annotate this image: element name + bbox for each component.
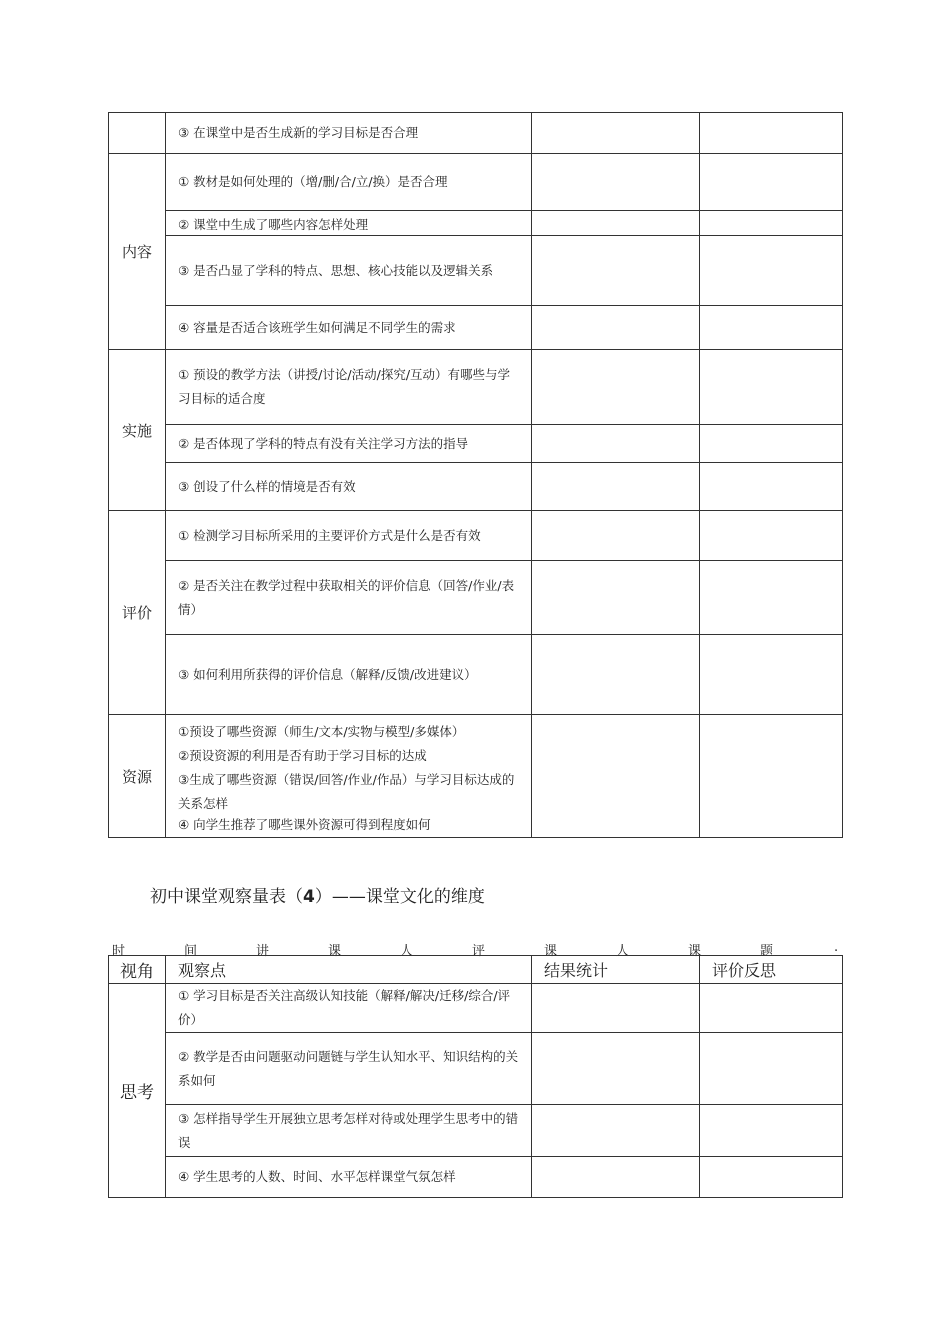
meta-char: 评 — [472, 944, 486, 959]
observation-table-2 — [108, 955, 843, 1198]
header-result: 结果统计 — [532, 956, 700, 984]
observation-point: ③ 如何利用所获得的评价信息（解释/反馈/改进建议） — [166, 635, 532, 715]
reflection-cell[interactable] — [700, 463, 843, 511]
result-cell[interactable] — [532, 715, 700, 838]
observation-point: ③ 怎样指导学生开展独立思考怎样对待或处理学生思考中的错误 — [166, 1105, 532, 1157]
result-cell[interactable] — [532, 561, 700, 635]
observation-point: ④ 学生思考的人数、时间、水平怎样课堂气氛怎样 — [166, 1157, 532, 1198]
observation-point: ④ 容量是否适合该班学生如何满足不同学生的需求 — [166, 306, 532, 350]
observation-point: ② 是否体现了学科的特点有没有关注学习方法的指导 — [166, 425, 532, 463]
meta-line — [108, 940, 842, 959]
observation-table-1 — [108, 112, 843, 838]
dimension-evaluation: 评价 — [109, 511, 166, 715]
reflection-cell[interactable] — [700, 154, 843, 211]
reflection-cell[interactable] — [700, 306, 843, 350]
reflection-cell[interactable] — [700, 984, 843, 1033]
result-cell[interactable] — [532, 425, 700, 463]
meta-char: 课 — [544, 944, 558, 959]
header-reflection: 评价反思 — [700, 956, 843, 984]
meta-char: . — [834, 940, 839, 955]
meta-char: 讲 — [256, 944, 270, 959]
observation-point: ① 学习目标是否关注高级认知技能（解释/解决/迁移/综合/评价） — [166, 984, 532, 1033]
meta-char: 题 — [760, 944, 774, 959]
meta-char: 课 — [688, 944, 702, 959]
reflection-cell[interactable] — [700, 561, 843, 635]
observation-point: ② 是否关注在教学过程中获取相关的评价信息（回答/作业/表情） — [166, 561, 532, 635]
reflection-cell[interactable] — [700, 1033, 843, 1105]
observation-point: ② 教学是否由问题驱动问题链与学生认知水平、知识结构的关系如何 — [166, 1033, 532, 1105]
reflection-cell[interactable] — [700, 211, 843, 236]
result-cell[interactable] — [532, 635, 700, 715]
header-perspective: 视角 — [109, 956, 166, 984]
observation-point: ③ 在课堂中是否生成新的学习目标是否合理 — [166, 113, 532, 154]
meta-char: 间 — [184, 944, 198, 959]
dimension-implementation: 实施 — [109, 350, 166, 511]
reflection-cell[interactable] — [700, 350, 843, 425]
result-cell[interactable] — [532, 211, 700, 236]
dimension-thinking: 思考 — [109, 984, 166, 1198]
result-cell[interactable] — [532, 984, 700, 1033]
observation-point-resources — [166, 715, 532, 838]
reflection-cell[interactable] — [700, 511, 843, 561]
meta-char: 课 — [328, 944, 342, 959]
observation-point: ① 教材是如何处理的（增/删/合/立/换）是否合理 — [166, 154, 532, 211]
header-observation-point: 观察点 — [166, 956, 532, 984]
resource-line: ②预设资源的利用是否有助于学习目标的达成 — [178, 748, 427, 763]
observation-point: ② 课堂中生成了哪些内容怎样处理 — [166, 211, 532, 236]
result-cell[interactable] — [532, 463, 700, 511]
resource-line: ④ 向学生推荐了哪些课外资源可得到程度如何 — [178, 817, 431, 832]
dimension-cell-empty — [109, 113, 166, 154]
meta-char: 人 — [616, 944, 630, 959]
result-cell[interactable] — [532, 511, 700, 561]
meta-char: 人 — [400, 944, 414, 959]
reflection-cell[interactable] — [700, 1105, 843, 1157]
reflection-cell[interactable] — [700, 715, 843, 838]
reflection-cell[interactable] — [700, 113, 843, 154]
dimension-content: 内容 — [109, 154, 166, 350]
result-cell[interactable] — [532, 350, 700, 425]
observation-point: ③ 创设了什么样的情境是否有效 — [166, 463, 532, 511]
title-suffix: ）——课堂文化的维度 — [314, 887, 485, 907]
reflection-cell[interactable] — [700, 236, 843, 306]
result-cell[interactable] — [532, 113, 700, 154]
result-cell[interactable] — [532, 306, 700, 350]
result-cell[interactable] — [532, 236, 700, 306]
result-cell[interactable] — [532, 1033, 700, 1105]
dimension-resources: 资源 — [109, 715, 166, 838]
resource-line: ①预设了哪些资源（师生/文本/实物与模型/多媒体） — [178, 724, 465, 739]
result-cell[interactable] — [532, 154, 700, 211]
title-number: 4 — [303, 887, 315, 907]
reflection-cell[interactable] — [700, 425, 843, 463]
title-prefix: 初中课堂观察量表（ — [150, 887, 303, 907]
meta-char: 时 — [112, 944, 126, 959]
reflection-cell[interactable] — [700, 635, 843, 715]
observation-point: ① 检测学习目标所采用的主要评价方式是什么是否有效 — [166, 511, 532, 561]
scale-title — [150, 882, 485, 907]
reflection-cell[interactable] — [700, 1157, 843, 1198]
result-cell[interactable] — [532, 1105, 700, 1157]
result-cell[interactable] — [532, 1157, 700, 1198]
observation-point: ③ 是否凸显了学科的特点、思想、核心技能以及逻辑关系 — [166, 236, 532, 306]
resource-line: ③生成了哪些资源（错误/回答/作业/作品）与学习目标达成的关系怎样 — [178, 772, 515, 811]
observation-point: ① 预设的教学方法（讲授/讨论/活动/探究/互动）有哪些与学习目标的适合度 — [166, 350, 532, 425]
